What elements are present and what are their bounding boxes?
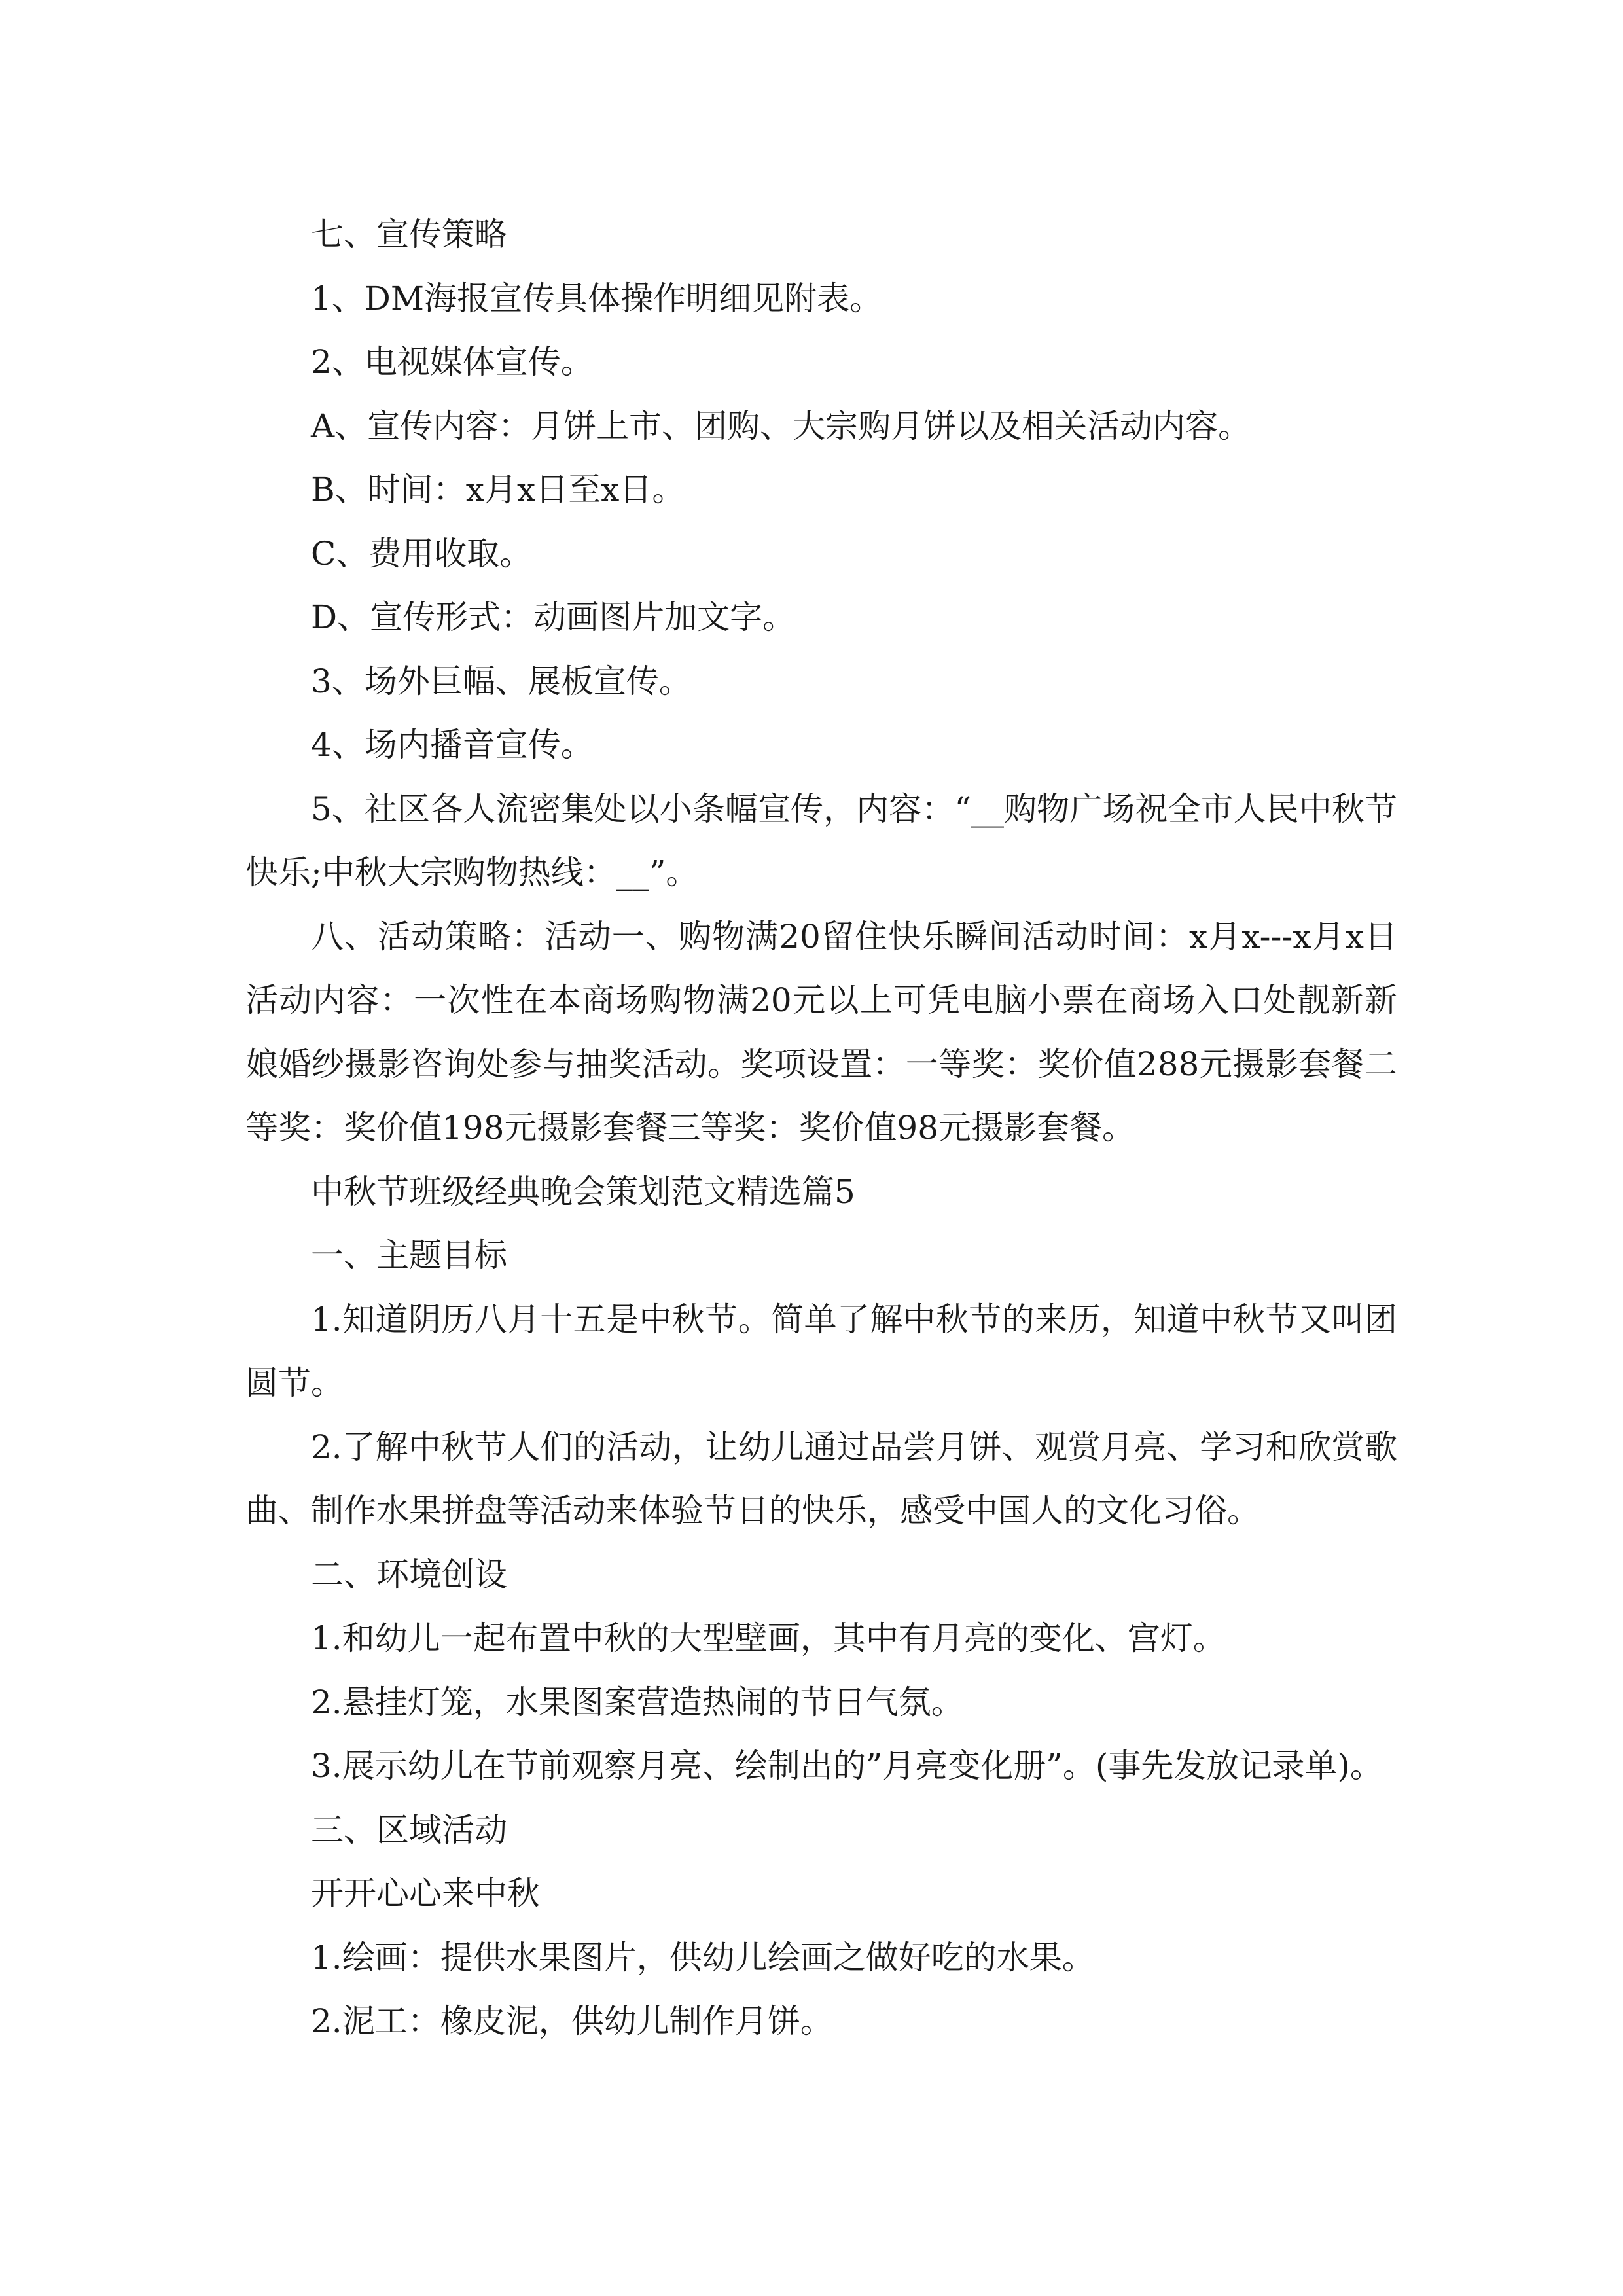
section-heading-publicity: 七、宣传策略 xyxy=(311,215,507,253)
document-body xyxy=(245,203,1397,2054)
paragraph-environment-3: 3.展示幼儿在节前观察月亮、绘制出的”月亮变化册”。(事先发放记录单)。 xyxy=(311,1747,1383,1785)
section-heading-theme-goals: 一、主题目标 xyxy=(311,1236,507,1274)
section-heading-area-activity: 三、区域活动 xyxy=(311,1810,507,1849)
paragraph-happy-mid-autumn: 开开心心来中秋 xyxy=(311,1874,540,1912)
paragraph-indoor-broadcast: 4、场内播音宣传。 xyxy=(311,726,594,764)
article-title: 中秋节班级经典晚会策划范文精选篇5 xyxy=(311,1172,855,1211)
section-heading-environment: 二、环境创设 xyxy=(311,1555,507,1594)
paragraph-community-banner: 5、社区各人流密集处以小条幅宣传，内容：“__购物广场祝全市人民中秋节快乐;中秋大宗购物热线：__”。 xyxy=(245,789,1397,891)
paragraph-tv-media: 2、电视媒体宣传。 xyxy=(311,343,594,381)
paragraph-time: B、时间：x月x日至x日。 xyxy=(311,471,685,509)
paragraph-publicity-form: D、宣传形式：动画图片加文字。 xyxy=(311,598,796,636)
paragraph-fee: C、费用收取。 xyxy=(311,534,533,573)
paragraph-publicity-content: A、宣传内容：月饼上市、团购、大宗购月饼以及相关活动内容。 xyxy=(311,406,1251,445)
paragraph-environment-2: 2.悬挂灯笼，水果图案营造热闹的节日气氛。 xyxy=(311,1683,964,1721)
paragraph-outdoor-banner: 3、场外巨幅、展板宣传。 xyxy=(311,662,692,700)
paragraph-activity-strategy: 八、活动策略：活动一、购物满20留住快乐瞬间活动时间：x月x---x月x日活动内容：一次性在本商场购物满20元以上可凭电脑小票在商场入口处靓新新娘婚纱摄影咨询处参与抽奖活动。奖项设置：一等奖：奖价值288元摄影套餐二等奖：奖价值198元摄影套餐三等奖：奖价值98元摄影套餐。 xyxy=(245,917,1397,1147)
paragraph-painting: 1.绘画：提供水果图片，供幼儿绘画之做好吃的水果。 xyxy=(311,1938,1095,1977)
paragraph-dm-poster: 1、DM海报宣传具体操作明细见附表。 xyxy=(311,279,883,317)
paragraph-goal-2: 2.了解中秋节人们的活动，让幼儿通过品尝月饼、观赏月亮、学习和欣赏歌曲、制作水果拼盘等活动来体验节日的快乐，感受中国人的文化习俗。 xyxy=(245,1427,1397,1530)
paragraph-goal-1: 1.知道阴历八月十五是中秋节。简单了解中秋节的来历，知道中秋节又叫团圆节。 xyxy=(245,1300,1397,1402)
paragraph-environment-1: 1.和幼儿一起布置中秋的大型壁画，其中有月亮的变化、宫灯。 xyxy=(311,1619,1226,1657)
paragraph-clay: 2.泥工：橡皮泥，供幼儿制作月饼。 xyxy=(311,2002,833,2040)
